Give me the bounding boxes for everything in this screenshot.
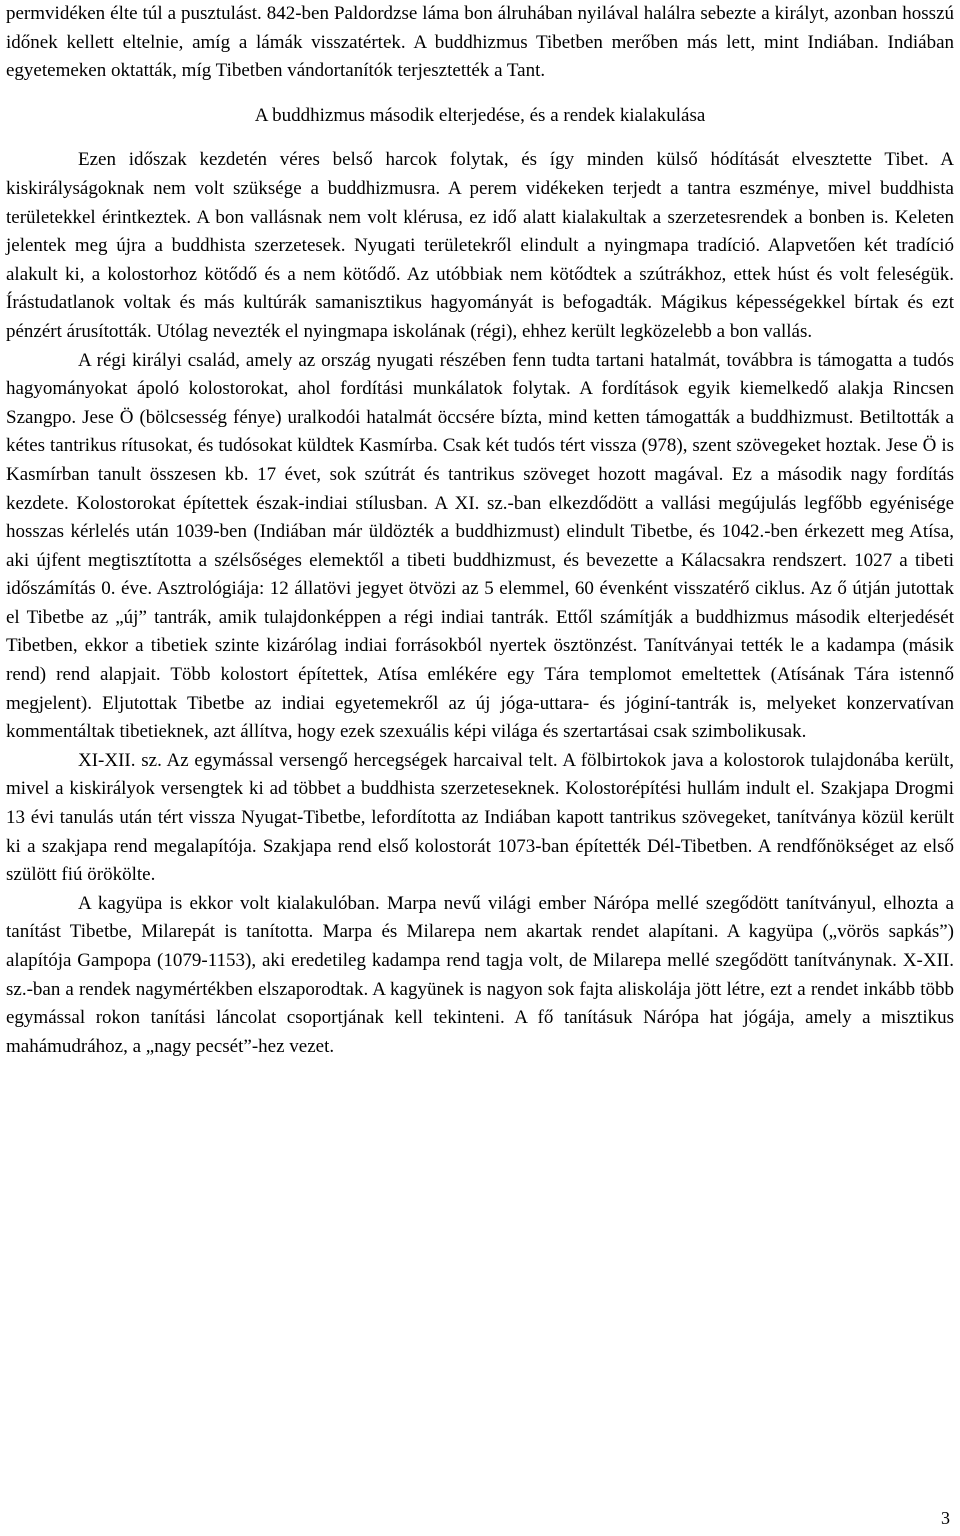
paragraph-3: XI-XII. sz. Az egymással versengő hercegségek harcaival telt. A fölbirtokok java a kolostorok tulajdonába került, mivel a kiskirályok versengtek ki ad többet a buddhista szerzeteseknek. Kolostorépítési hullám indult el. Szakjapa Drogmi 13 évi tanulás után tért vissza Nyugat-Tibetbe, lefordította az Indiában kapott tantrikus szövegeket, tanítványa közül került ki a szakjapa rend megalapítója. Szakjapa rend első kolostorát 1073-ban építették Dél-Tibetben. A rendfőnökséget az első szülött fiú örökölte. — [6, 749, 954, 886]
section-heading: A buddhizmus második elterjedése, és a rendek kialakulása — [254, 104, 706, 126]
document-page — [6, 0, 954, 1061]
paragraph-intro: permvidéken élte túl a pusztulást. 842-ben Paldordzse láma bon álruhában nyilával halálra sebezte a királyt, azonban hosszú időnek kellett eltelnie, amíg a lámák visszatértek. A buddhizmus Tibetben merőben más lett, mint Indiában. Indiában egyetemeken oktatták, míg Tibetben vándortanítók terjesztették a Tant. — [6, 3, 954, 82]
page-number: 3 — [941, 1508, 950, 1528]
paragraph-4: A kagyüpa is ekkor volt kialakulóban. Marpa nevű világi ember Nárópa mellé szegődött tanítványul, elhozta a tanítást Tibetbe, Milarepát is tanította. Marpa és Milarepa nem akartak rendet alapítani. A kagyüpa („vörös sapkás”) alapítója Gampopa (1079-1153), aki eredetileg kadampa rend tagja volt, de Milarepa mellé szegődött tanítványnak. X-XII. sz.-ban a rendek nagymértékben elszaporodtak. A kagyünek is nagyon sok fajta aliskolája jött létre, ezt a rendet inkább több egymással rokon tanítási láncolat csoportjának kell tekinteni. A fő tanításuk Nárópa hat jógája, amely a misztikus mahámudrához, a „nagy pecsét”-hez vezet. — [6, 892, 954, 1057]
paragraph-2: A régi királyi család, amely az ország nyugati részében fenn tudta tartani hatalmát, továbbra is támogatta a tudós hagyományokat ápoló kolostorokat, ahol fordítási munkálatok folytak. A fordítások egyik kiemelkedő alakja Rincsen Szangpo. Jese Ö (bölcsesség fénye) uralkodói hatalmát öccsére bízta, mind ketten támogatták a buddhizmust. Betiltották a kétes tantrikus rítusokat, és tudósokat küldtek Kasmírba. Csak két tudós tért vissza (978), szent szövegeket hoztak. Jese Ö is Kasmírban tanult összesen kb. 17 évet, sok szútrát és tantrikus szöveget hozott magával. Ez a második nagy fordítás kezdete. Kolostorokat építettek észak-indiai stílusban. A XI. sz.-ban elkezdődött a vallási megújulás legfőbb egyénisége hosszas kérlelés után 1039-ben (Indiában már üldözték a buddhizmust) elindult Tibetbe, és 1042.-ben érkezett meg Atísa, aki újfent megtisztította a szélsőséges elemektől a tibeti buddhizmust, és bevezette a Kálacsakra rendszert. 1027 a tibeti időszámítás 0. éve. Asztrológiája: 12 állatövi jegyet ötvözi az 5 elemmel, 60 évenként visszatérő ciklus. Az ő útján jutottak el Tibetbe az „új” tantrák, amik tulajdonképpen a régi indiai tantrák. Ettől számítják a buddhizmus második elterjedését Tibetben, ekkor a tibetiek szinte kizárólag indiai forrásokból nyertek ösztönzést. Tanítványai tették le a kadampa (másik rend) rend alapjait. Több kolostort építettek, Atísa emlékére egy Tára templomot emeltettek (Atísának Tára istennő megjelent). Eljutottak Tibetbe az indiai egyetemekről az új jóga-uttara- és jóginí-tantrák is, melyeket konzervatívan kommentáltak tibetieknek, azt állítva, hogy ezek szexuális képi világa és szertartásai csak szimbolikusak. — [6, 349, 954, 743]
paragraph-1: Ezen időszak kezdetén véres belső harcok folytak, és így minden külső hódítását elvesztette Tibet. A kiskirályságoknak nem volt szüksége a buddhizmusra. A perem vidékeken terjedt a tantra eszménye, mivel buddhista területekkel érintkeztek. A bon vallásnak nem volt klérusa, ez idő alatt kialakultak a szerzetesrendek a bonben is. Keleten jelentek meg újra a buddhista szerzetesek. Nyugati területekről elindult a nyingmapa tradíció. Alapvetően két tradíció alakult ki, a kolostorhoz kötődő és a nem kötődő. Az utóbbiak nem kötődtek a szútrákhoz, ettek húst és volt feleségük. Írástudatlanok voltak és más kultúrák samanisztikus hagyományát is befogadták. Mágikus képességekkel bírtak és ezt pénzért árusították. Utólag nevezték el nyingmapa iskolának (régi), ehhez került legközelebb a bon vallás. — [6, 149, 954, 342]
